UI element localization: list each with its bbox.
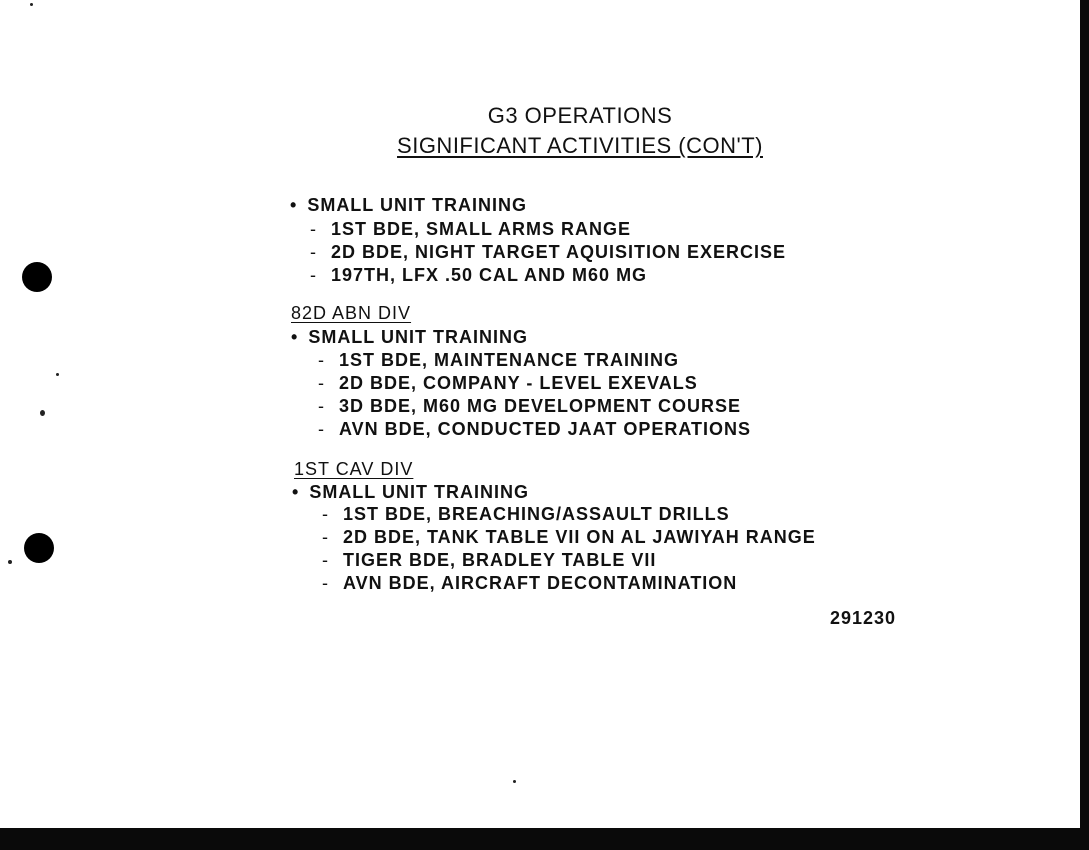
punch-hole-bottom xyxy=(24,533,54,563)
bullet-icon: • xyxy=(292,482,300,502)
page-subtitle: SIGNIFICANT ACTIVITIES (CON'T) xyxy=(397,133,763,158)
page-title: G3 OPERATIONS xyxy=(487,103,673,128)
list-item: - TIGER BDE, BRADLEY TABLE VII xyxy=(322,550,657,570)
list-item: - AVN BDE, AIRCRAFT DECONTAMINATION xyxy=(322,573,738,593)
bullet-icon: • xyxy=(290,195,298,215)
scan-speck xyxy=(56,373,59,376)
list-item: - 2D BDE, NIGHT TARGET AQUISITION EXERCISE xyxy=(310,242,787,262)
section1-bullet: • SMALL UNIT TRAINING xyxy=(290,195,527,215)
section3-bullet: • SMALL UNIT TRAINING xyxy=(292,482,529,502)
section2-heading: 82D ABN DIV xyxy=(291,303,412,323)
scan-speck xyxy=(513,780,516,783)
section2-bullet: • SMALL UNIT TRAINING xyxy=(291,327,528,347)
list-item: - 1ST BDE, MAINTENANCE TRAINING xyxy=(318,350,680,370)
list-item: - 1ST BDE, BREACHING/ASSAULT DRILLS xyxy=(322,504,730,524)
list-item: - 197TH, LFX .50 CAL AND M60 MG xyxy=(310,265,648,285)
scan-speck xyxy=(8,560,12,564)
section3-heading: 1ST CAV DIV xyxy=(294,459,414,479)
punch-hole-top xyxy=(22,262,52,292)
scan-speck xyxy=(30,3,33,6)
date-time-group: 291230 xyxy=(830,608,897,628)
scan-edge-right xyxy=(1080,0,1089,850)
bullet-icon: • xyxy=(291,327,299,347)
list-item: - 1ST BDE, SMALL ARMS RANGE xyxy=(310,219,632,239)
list-item: - 3D BDE, M60 MG DEVELOPMENT COURSE xyxy=(318,396,742,416)
list-item: - 2D BDE, TANK TABLE VII ON AL JAWIYAH RANGE xyxy=(322,527,816,547)
list-item: - AVN BDE, CONDUCTED JAAT OPERATIONS xyxy=(318,419,752,439)
scan-edge-bottom xyxy=(0,828,1089,850)
scan-speck xyxy=(40,410,45,416)
list-item: - 2D BDE, COMPANY - LEVEL EXEVALS xyxy=(318,373,698,393)
